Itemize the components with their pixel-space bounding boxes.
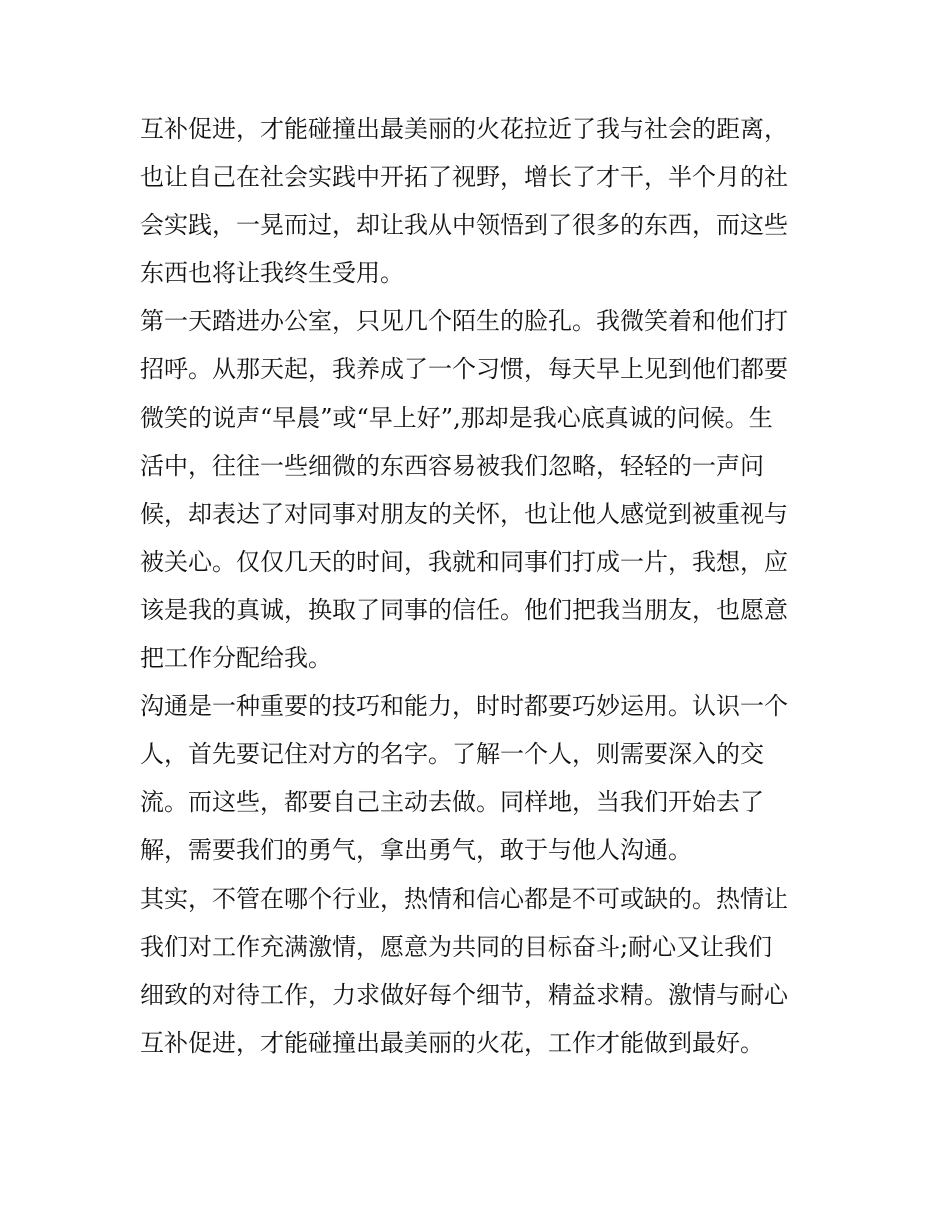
paragraph-4 bbox=[140, 875, 820, 1067]
paragraph-1 bbox=[140, 105, 820, 297]
text-line: 会实践，一晃而过，却让我从中领悟到了很多的东西，而这些 bbox=[140, 211, 788, 240]
text-line: 细致的对待工作，力求做好每个细节，精益求精。激情与耐心 bbox=[140, 980, 788, 1009]
text-line: 第一天踏进办公室，只见几个陌生的脸孔。我微笑着和他们打 bbox=[140, 307, 788, 336]
text-line: 沟通是一种重要的技巧和能力，时时都要巧妙运用。认识一个 bbox=[140, 692, 788, 721]
text-line: 被关心。仅仅几天的时间，我就和同事们打成一片，我想，应 bbox=[140, 547, 788, 576]
document-body bbox=[140, 105, 820, 1067]
paragraph-2 bbox=[140, 297, 820, 682]
text-line: 该是我的真诚，换取了同事的信任。他们把我当朋友，也愿意 bbox=[140, 595, 788, 624]
text-line: 活中，往往一些细微的东西容易被我们忽略，轻轻的一声问 bbox=[140, 451, 764, 480]
text-line: 解，需要我们的勇气，拿出勇气，敢于与他人沟通。 bbox=[140, 836, 692, 865]
text-line: 招呼。从那天起，我养成了一个习惯，每天早上见到他们都要 bbox=[140, 355, 788, 384]
text-line: 其实，不管在哪个行业，热情和信心都是不可或缺的。热情让 bbox=[140, 884, 788, 913]
text-line: 互补促进，才能碰撞出最美丽的火花拉近了我与社会的距离， bbox=[140, 115, 788, 143]
text-line: 候，却表达了对同事对朋友的关怀，也让他人感觉到被重视与 bbox=[140, 499, 788, 528]
text-line: 人，首先要记住对方的名字。了解一个人，则需要深入的交 bbox=[140, 740, 764, 769]
text-line: 互补促进，才能碰撞出最美丽的火花，工作才能做到最好。 bbox=[140, 1028, 764, 1057]
text-line: 把工作分配给我。 bbox=[140, 644, 332, 673]
text-line: 微笑的说声“早晨”或“早上好”,那却是我心底真诚的问候。生 bbox=[140, 403, 773, 432]
text-line: 东西也将让我终生受用。 bbox=[140, 259, 404, 288]
text-line: 也让自己在社会实践中开拓了视野，增长了才干，半个月的社 bbox=[140, 163, 788, 192]
paragraph-3 bbox=[140, 682, 820, 874]
text-line: 我们对工作充满激情，愿意为共同的目标奋斗;耐心又让我们 bbox=[140, 932, 773, 961]
text-line: 流。而这些，都要自己主动去做。同样地，当我们开始去了 bbox=[140, 788, 764, 817]
